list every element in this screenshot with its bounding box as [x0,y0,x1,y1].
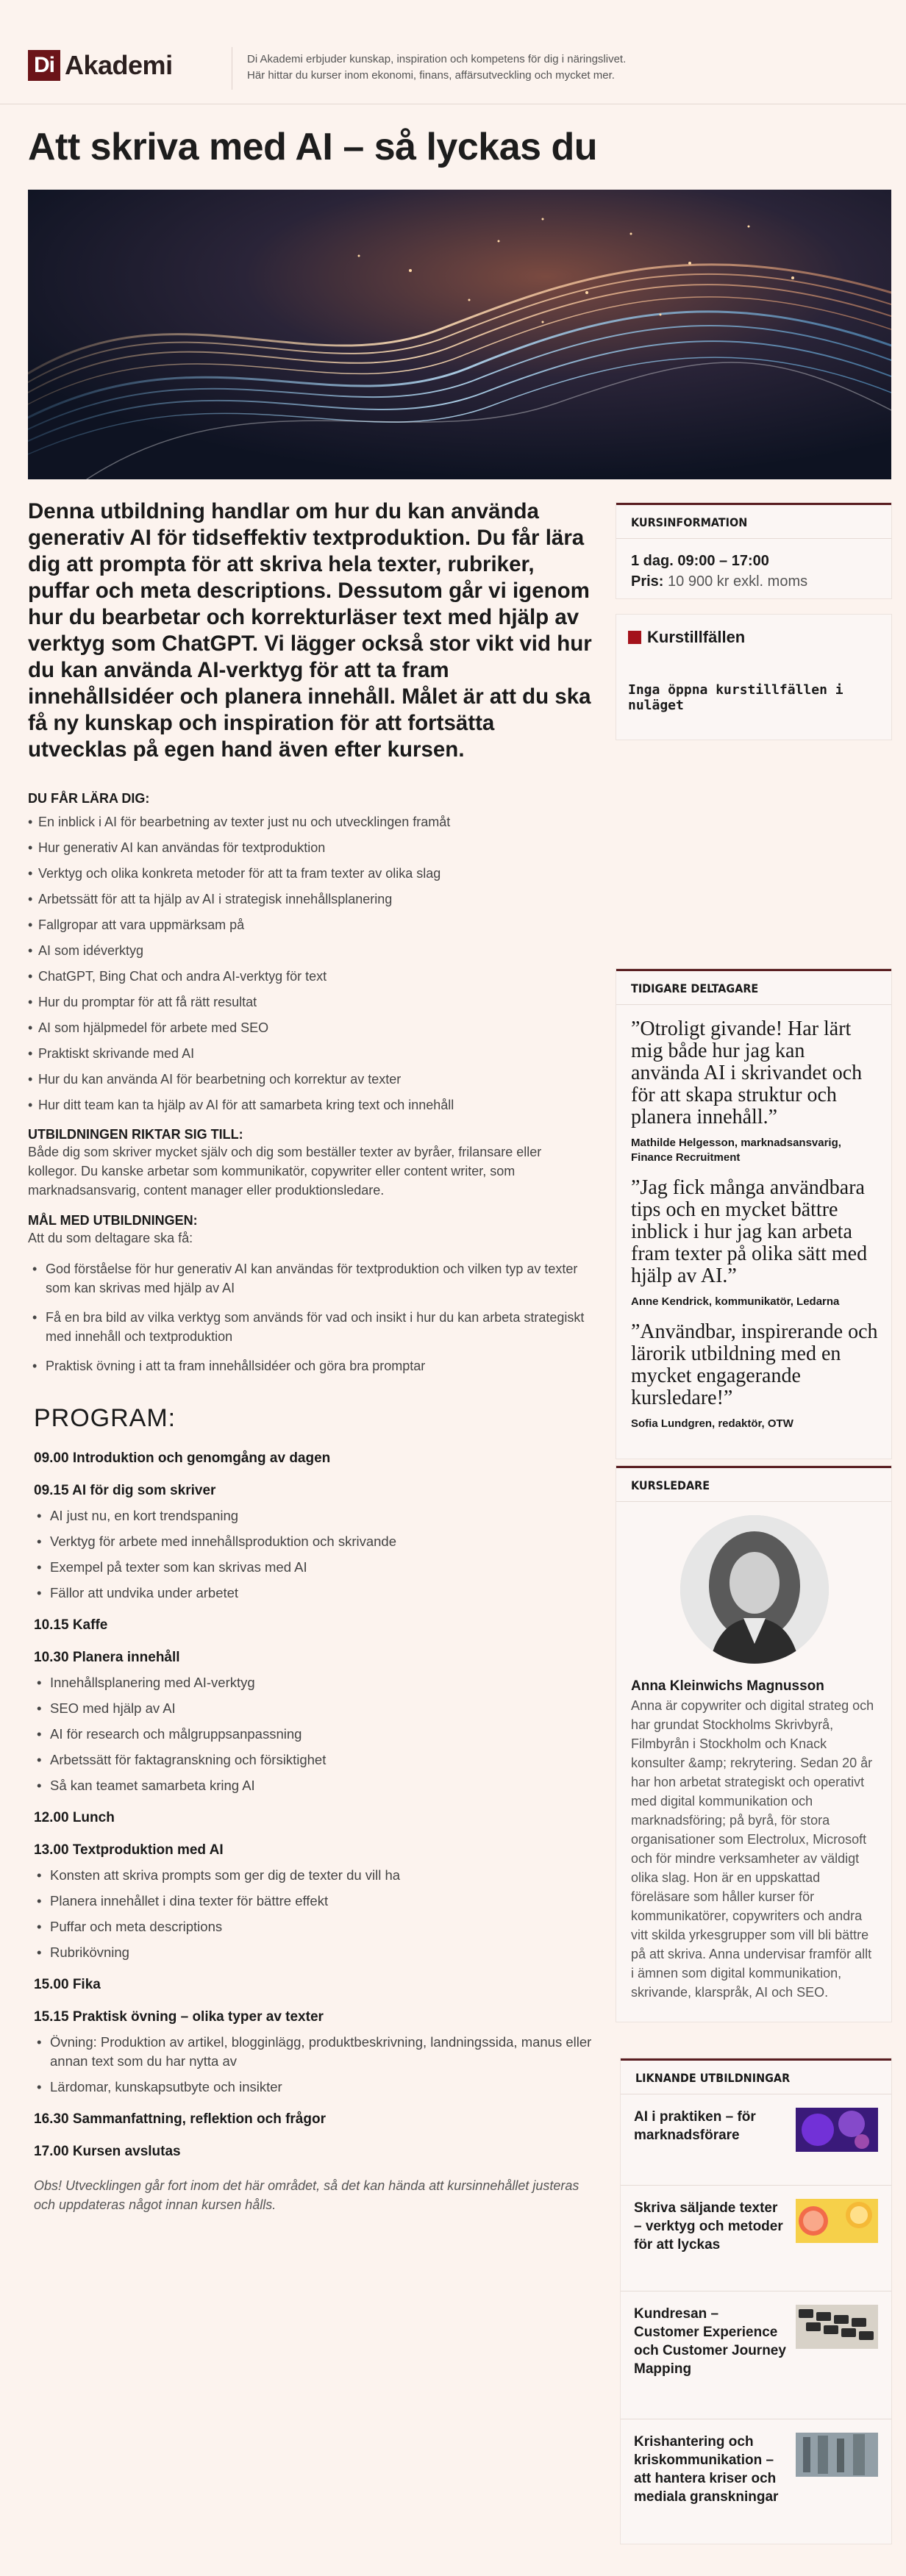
course-occasions-heading [628,628,745,647]
no-occasions-text: Inga öppna kurstillfällen i nuläget [628,682,843,713]
list-item: • AI som idéverktyg [28,938,594,964]
list-item: • Arbetssätt för faktagranskning och försiktighet [34,1750,600,1770]
similar-course-item[interactable] [621,2186,891,2291]
similar-courses-heading: LIKNANDE UTBILDNINGAR [621,2061,891,2094]
list-item: • Hur du kan använda AI för bearbetning och korrektur av texter [28,1067,594,1092]
similar-course-item[interactable] [621,2291,891,2419]
list-item: • Planera innehållet i dina texter för bättre effekt [34,1892,600,1911]
program-block [34,1483,600,1603]
list-item: • Praktiskt skrivande med AI [28,1041,594,1067]
testimonial-quote: ”Otroligt givande! Har lärt mig både hur jag kan använda AI i skrivandet och för att skapa struktur och planera innehåll.” [631,1017,863,1128]
list-item: • Så kan teamet samarbeta kring AI [34,1776,600,1795]
list-item: • AI för research och målgruppsanpassning [34,1725,600,1744]
logo-di-mark: Di [28,50,60,81]
similar-course-item[interactable] [621,2419,891,2537]
list-item: • Lärdomar, kunskapsutbyte och insikter [34,2078,600,2097]
list-item: • Fallgropar att vara uppmärksam på [28,912,594,938]
program-block [34,1650,600,1795]
list-item: • Praktisk övning i att ta fram innehållsidéer och göra bra promptar [28,1356,594,1375]
program-title: PROGRAM: [34,1404,176,1432]
testimonials-heading: TIDIGARE DELTAGARE [616,971,891,1005]
leader-name: Anna Kleinwichs Magnusson [631,1678,824,1694]
similar-course-thumbnail[interactable] [796,2199,878,2243]
program-slot: 13.00 Textproduktion med AI [34,1842,224,1858]
price-label: Pris: [631,573,664,590]
similar-course-title[interactable]: AI i praktiken – för marknadsförare [634,2109,756,2143]
testimonial-author: Anne Kendrick, kommunikatör, Ledarna [631,1295,840,1308]
testimonial [631,1018,878,1165]
list-item: • AI just nu, en kort trendspaning [34,1506,600,1525]
program-slot: 10.30 Planera innehåll [34,1650,180,1665]
learn-list [28,809,594,1118]
list-item: • Exempel på texter som kan skrivas med AI [34,1558,600,1577]
testimonial-quote: ”Jag fick många användbara tips och en mycket bättre inblick i hur jag kan arbeta fram texter på olika sätt med hjälp av AI.” [631,1176,868,1287]
program-slot: 09.15 AI för dig som skriver [34,1483,216,1498]
leader-bio: Anna är copywriter och digital strateg och har grundat Stockholms Skrivbyrå, Filmbyrån i Stockholm och Knack konsulter &amp; rekrytering. Sedan 20 år har hon arbetat strategiskt och operativt med digital kommunikation och marknadsföring; på byrå, för stora organisationer som Electrolux, Microsoft och för mindre verksamheter av väldigt olika slag. Hon är en uppskattad föreläsare som håller kurser för kommunikatörer, copywriters och andra vitt skilda yrkesgrupper som vill bli bättre på att skriva. Anna undervisar framför allt i ämnen som digital kommunikation, skrivande, klarspråk, AI och SEO. [631,1698,874,2000]
hero-image [28,190,891,479]
page-title: Att skriva med AI – så lyckas du [28,126,598,168]
audience-heading: UTBILDNINGEN RIKTAR SIG TILL: [28,1127,243,1142]
header-tagline [247,51,762,84]
program-slot: 12.00 Lunch [34,1810,115,1825]
learn-heading: DU FÅR LÄRA DIG: [28,791,150,806]
program-section [34,1404,600,2214]
program-slot: 15.00 Fika [34,1977,101,1992]
course-info-body [616,539,891,604]
testimonial [631,1321,878,1431]
program-slot: 17.00 Kursen avslutas [34,2144,181,2159]
course-leader-card [616,1466,891,2022]
audience-text: Både dig som skriver mycket själv och dig som beställer texter av byråer, frilansare eller kollegor. Du kanske arbetar som kommunikatör, copywriter eller content writer, som marknadsansvarig, content manager eller produktionsledare. [28,1145,542,1198]
lead-paragraph: Denna utbildning handlar om hur du kan använda generativ AI för tidseffektiv textproduktion. Du får lära dig att prompta för att skriva hela texter, rubriker, puffar och meta descriptions. Dessutom går vi igenom hur du bearbetar och korrekturläser text med hjälp av verktyg som ChatGPT. Vi lägger också stor vikt vid hur du kan använda AI-verktyg för att ta fram innehållsidéer och planera innehåll. Målet är att du ska få ny kunskap och inspiration för att fortsätta utvecklas på egen hand även efter kursen. [28,499,592,762]
similar-courses-list [621,2094,891,2537]
program-note: Obs! Utvecklingen går fort inom det här området, så det kan hända att kursinnehållet justeras och uppdateras något innan kursen hålls. [34,2178,579,2212]
program-slot: 15.15 Praktisk övning – olika typer av texter [34,2009,324,2025]
program-slot: 16.30 Sammanfattning, reflektion och frågor [34,2111,326,2127]
course-info-card [616,503,891,598]
testimonial-author: Mathilde Helgesson, marknadsansvarig, Finance Recruitment [631,1137,841,1164]
goals-heading: MÅL MED UTBILDNINGEN: [28,1213,198,1228]
course-duration: 1 dag. 09:00 – 17:00 [631,553,769,569]
list-item: • Hur du promptar för att få rätt resultat [28,990,594,1015]
similar-course-title[interactable]: Kundresan – Customer Experience och Customer Journey Mapping [634,2306,786,2377]
list-item: • God förståelse för hur generativ AI kan användas för textproduktion och vilken typ av texter som kan skrivas med hjälp av AI [28,1259,594,1298]
hero-abstract-waves [28,190,891,479]
similar-course-title[interactable]: Krishantering och kriskommunikation – att hantera kriser och mediala granskningar [634,2434,779,2505]
course-description [28,498,594,1386]
testimonial-author: Sofia Lundgren, redaktör, OTW [631,1417,793,1430]
similar-course-item[interactable] [621,2094,891,2186]
similar-course-thumbnail[interactable] [796,2305,878,2349]
list-item: • Verktyg och olika konkreta metoder för att ta fram texter av olika slag [28,861,594,887]
goals-list [28,1259,594,1375]
course-info-heading: KURSINFORMATION [616,505,891,539]
course-leader-heading: KURSLEDARE [616,1468,891,1502]
similar-course-thumbnail[interactable] [796,2108,878,2152]
goals-intro: Att du som deltagare ska få: [28,1231,193,1245]
list-item: • En inblick i AI för bearbetning av texter just nu och utvecklingen framåt [28,809,594,835]
list-item: • Arbetssätt för att ta hjälp av AI i strategisk innehållsplanering [28,887,594,912]
list-item: • Få en bra bild av vilka verktyg som används för vad och insikt i hur du kan arbeta strategiskt med innehåll och textproduktion [28,1308,594,1346]
list-item: • Hur generativ AI kan användas för textproduktion [28,835,594,861]
logo-text: Akademi [65,50,173,80]
similar-course-title[interactable]: Skriva säljande texter – verktyg och metoder för att lyckas [634,2200,783,2253]
list-item: • Övning: Produktion av artikel, blogginlägg, produktbeskrivning, landningssida, manus eller annan text som du har nytta av [34,2033,600,2071]
course-price-row [631,571,877,592]
program-block [34,1842,600,1962]
program-slot: 09.00 Introduktion och genomgång av dagen [34,1450,331,1466]
list-item: • SEO med hjälp av AI [34,1699,600,1718]
list-item: • Verktyg för arbete med innehållsproduktion och skrivande [34,1532,600,1551]
testimonial-quote: ”Användbar, inspirerande och lärorik utbildning med en mycket engagerande kursledare!” [631,1320,878,1409]
site-header [0,0,906,104]
course-occasions-card [616,615,891,740]
course-price: 10 900 kr exkl. moms [668,573,808,590]
similar-course-thumbnail[interactable] [796,2433,878,2477]
course-leader-body [616,1502,891,2015]
leader-portrait [680,1515,829,1664]
list-item: • AI som hjälpmedel för arbete med SEO [28,1015,594,1041]
list-item: • Innehållsplanering med AI-verktyg [34,1673,600,1692]
di-akademi-logo[interactable] [28,50,173,81]
list-item: • Puffar och meta descriptions [34,1917,600,1936]
avatar [680,1515,829,1664]
testimonial [631,1177,878,1309]
red-square-icon [628,631,641,644]
testimonials-list [616,1005,891,1439]
list-item: • Konsten att skriva prompts som ger dig de texter du vill ha [34,1866,600,1885]
program-slot: 10.15 Kaffe [34,1617,108,1633]
list-item: • ChatGPT, Bing Chat och andra AI-verktyg för text [28,964,594,990]
tagline-line-2: Här hittar du kurser inom ekonomi, finans, affärsutveckling och mycket mer. [247,69,615,82]
list-item: • Hur ditt team kan ta hjälp av AI för att samarbeta kring text och innehåll [28,1092,594,1118]
program-block [34,2009,600,2097]
course-occasions-title: Kurstillfällen [647,628,746,646]
similar-courses-card [621,2058,891,2544]
list-item: • Fällor att undvika under arbetet [34,1584,600,1603]
tagline-line-1: Di Akademi erbjuder kunskap, inspiration och kompetens för dig i näringslivet. [247,53,627,65]
testimonials-card [616,969,891,1459]
list-item: • Rubrikövning [34,1943,600,1962]
